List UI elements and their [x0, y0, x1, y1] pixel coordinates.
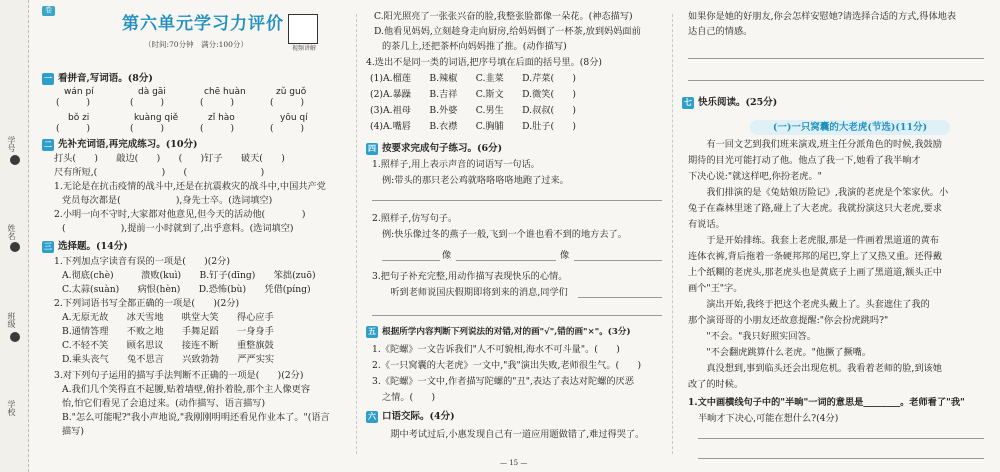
section-badge: 一 — [44, 73, 52, 83]
text-line: 期中考试过后,小惠发现自己有一道应用题做错了,难过得哭了。 — [372, 429, 645, 440]
answer-blank[interactable]: ( ) — [200, 124, 235, 134]
passage-line: 真没想到,事到临头还会出现危机。我看着老师的脸,到该她 — [688, 363, 942, 374]
text-line: 之情。( ) — [382, 392, 436, 403]
answer-blank[interactable]: ( ) — [130, 124, 165, 134]
column-divider — [672, 14, 673, 454]
name-label: 姓名 — [7, 224, 16, 240]
text-line: (1)A.榴莲 B.辣椒 C.韭菜 D.芹菜( ) — [370, 73, 576, 84]
section-badge: 七 — [684, 97, 692, 107]
qr-code-icon[interactable] — [288, 14, 318, 44]
answer-blank[interactable]: ( ) — [270, 124, 305, 134]
text-line: 例:带头的那只老公鸡就咯咯咯咯地跑了过来。 — [382, 175, 569, 186]
answer-line[interactable] — [698, 458, 984, 459]
text-line: 2.《一只窝囊的大老虎》一文中,"我"演出失败,老师很生气。( ) — [372, 360, 642, 371]
passage-line: 下决心说:"就这样吧,你扮老虎。" — [688, 171, 822, 182]
text-line: 2.小明一向不守时,大家都对他意见,但今天的活动他( ) — [54, 209, 306, 220]
section-badge: 三 — [44, 241, 52, 251]
answer-blank[interactable]: ( ) — [56, 124, 91, 134]
page-title: 第六单元学习力评价 — [122, 14, 284, 34]
text-line: 1.《陀螺》一文告诉我们"人不可貌相,海水不可斗量"。( ) — [372, 344, 620, 355]
page-number: — 15 — — [500, 459, 528, 467]
passage-line: "不会翻虎跳算什么老虎。"他撅了撅嘴。 — [688, 347, 872, 358]
answer-blank[interactable]: ( ) — [56, 98, 91, 108]
binding-margin — [0, 0, 29, 472]
passage-line: 兔子在森林里迷了路,碰上了大老虎。我就扮演这只大老虎,要求 — [688, 203, 942, 214]
section-title: 选择题。(14分) — [58, 241, 128, 252]
text-line: 怡,怕它们看见了会追过来。(动作描写、语言描写) — [62, 398, 266, 409]
passage-line: "不会。"我只好照实回答。 — [688, 331, 816, 342]
pinyin: zǐ hào — [208, 113, 235, 123]
section-5-heading — [366, 326, 631, 338]
text-line: C.不轻不笑 顾名思议 接连不断 重整旗鼓 — [62, 340, 274, 351]
passage-line: 期待的目光可能打动了他。他点了我一下,她看了我半晌才 — [688, 155, 921, 166]
passage-line: 改了的时候。 — [688, 379, 744, 390]
section-badge: 五 — [368, 327, 376, 337]
text-line: (2)A.暴躁 B.吉祥 C.斯文 D.微笑( ) — [370, 89, 576, 100]
text-line: 例:快乐像过冬的燕子一般,飞到一个谁也看不到的地方去了。 — [382, 229, 627, 240]
passage-line: 演出开始,我终于把这个老虎头戴上了。头套遮住了我的 — [688, 299, 930, 310]
passage-line: 我们排演的是《兔姑娘历险记》,我演的老虎是个笨家伙。小 — [688, 187, 949, 198]
reading-passage-title: (一)一只窝囊的大老虎(节选)(11分) — [750, 120, 950, 135]
text-line: 1.下列加点字读音有误的一项是( )(2分) — [54, 256, 230, 267]
pinyin: chē huàn — [204, 87, 246, 97]
section-title: 先补充词语,再完成练习。(10分) — [58, 139, 198, 150]
answer-line[interactable] — [578, 297, 662, 298]
section-badge: 六 — [368, 411, 376, 421]
text-line: 的茶几上,还把茶杯向妈妈推了推。(动作描写) — [382, 41, 567, 52]
text-line: 2.照样子,仿写句子。 — [372, 213, 458, 224]
section-4-heading — [366, 142, 502, 155]
qr-label: 视频讲解 — [291, 45, 316, 52]
text-line: (3)A.祖母 B.外婆 C.男生 D.叔叔( ) — [370, 105, 576, 116]
pinyin: bǒ zi — [68, 113, 90, 123]
text-line: 像 — [442, 250, 452, 261]
text-line: A.彻底(chè) 溃败(kuì) B.钉子(dīng) 笨拙(zuō) — [62, 270, 316, 281]
text-line: 打头( ) 敲边( ) ( )钉子 破天( ) — [54, 153, 285, 164]
text-line: 如果你是她的好朋友,你会怎样安慰她?请选择合适的方式,得体地表 — [688, 11, 957, 22]
section-title: 看拼音,写词语。(8分) — [58, 73, 153, 84]
text-line: 3.《陀螺》一文中,作者描写陀螺的"丑",表达了表达对陀螺的厌恶 — [372, 376, 634, 387]
text-line: 党员每次都是( ),身先士卒。(选词填空) — [62, 195, 273, 206]
section-1-heading — [42, 72, 153, 85]
text-line: B.通情答理 不败之地 手舞足蹈 一身身手 — [62, 326, 274, 337]
answer-line[interactable] — [382, 260, 440, 261]
passage-line: 上个纸糊的老虎头,那老虎头也是黄底子上画了黑道道,额头正中 — [688, 267, 942, 278]
column-middle — [360, 0, 666, 472]
pinyin: wán pí — [64, 87, 94, 97]
exam-meta: （时间:70分钟 满分:100分） — [144, 40, 248, 49]
text-line: C.阳光照亮了一张张兴奋的脸,我整张脸都像一朵花。(神态描写) — [374, 11, 633, 22]
answer-line[interactable] — [688, 80, 984, 81]
pinyin: zǔ guǒ — [276, 87, 307, 97]
section-7-heading — [682, 96, 777, 109]
section-badge: 四 — [368, 143, 376, 153]
passage-line: 有说话。 — [688, 219, 725, 230]
text-line: D.他看见妈妈,立刻趁身走向厨房,给妈妈倒了一杯茶,放到妈妈面前 — [374, 26, 641, 37]
class-label: 班级 — [7, 312, 16, 328]
pinyin: dà gāi — [138, 87, 166, 97]
text-line: 描写) — [62, 426, 84, 437]
binding-hole — [10, 155, 20, 165]
section-badge: 二 — [44, 139, 52, 149]
question-1-cont: 半晌才下决心,可能在想什么?(4分) — [698, 413, 839, 424]
text-line: A.无原无故 冰天雪地 哄堂大笑 得心应手 — [62, 312, 274, 323]
section-6-heading — [366, 410, 455, 423]
answer-line[interactable] — [688, 58, 984, 59]
column-divider — [356, 14, 357, 454]
text-line: 3.把句子补充完整,用动作描写表现快乐的心情。 — [372, 271, 568, 282]
passage-line: 有一回文艺到我们班来演戏,班主任分派角色的时候,我鼓励 — [688, 139, 942, 150]
answer-blank[interactable]: ( ) — [130, 98, 165, 108]
column-right — [680, 0, 990, 472]
pinyin: yōu qí — [280, 113, 308, 123]
passage-line: 画个"王"字。 — [688, 283, 743, 294]
text-line: A.我们几个笑得直不起腰,贴着墙壁,俯扑着脸,那个主人像更容 — [62, 384, 311, 395]
pinyin: kuàng qiě — [134, 113, 179, 123]
question-1: 1.文中画横线句子中的"半晌"一词的意思是________。老师看了"我" — [688, 397, 965, 408]
answer-line[interactable] — [574, 260, 662, 261]
text-line: 1.无论是在抗击疫情的战斗中,还是在抗震救灾的战斗中,中国共产党 — [54, 181, 326, 192]
school-label: 学校 — [7, 400, 16, 416]
answer-line[interactable] — [372, 315, 662, 316]
binding-hole — [10, 332, 20, 342]
section-3-heading — [42, 240, 128, 253]
text-line: 4.选出不是同一类的词语,把序号填在后面的括号里。(8分) — [366, 57, 603, 68]
text-line: B."怎么可能呢?"我小声地说,"我刚刚明明还看见作业本了。"(语言 — [62, 412, 330, 423]
text-line: 2.下列词语书写全都正确的一项是( )(2分) — [54, 298, 240, 309]
section-title: 口语交际。(4分) — [382, 411, 455, 422]
section-title: 根据所学内容判断下列说法的对错,对的画"√",错的画"×"。(3分) — [382, 327, 631, 337]
text-line: 达自己的情感。 — [688, 26, 753, 37]
text-line: ( ),提前一小时就到了,出乎意料。(选词填空) — [62, 223, 294, 234]
passage-line: 那个演哥哥的小朋友还故意提醒:"你会扮虎跳吗?" — [688, 315, 889, 326]
answer-line[interactable] — [456, 260, 556, 261]
text-line: 听到老师说国庆假期即将到来的消息,同学们 — [372, 287, 568, 298]
column-left — [34, 0, 352, 472]
unit-tag: 卷 — [42, 6, 55, 16]
text-line: 尺有所短,( ) ( ) — [54, 167, 265, 178]
text-line: 3.对下列句子运用的描写手法判断不正确的一项是( )(2分) — [54, 370, 304, 381]
passage-line: 于是开始排练。我套上老虎服,那是一件画着黑道道的黄布 — [688, 235, 939, 246]
text-line: (4)A.嘴唇 B.衣襟 C.胸脯 D.肚子( ) — [370, 121, 576, 132]
answer-blank[interactable]: ( ) — [200, 98, 235, 108]
passage-line: 连体衣裤,背后拖着一条硬邦邦的尾巴,穿上了又热又重。还得戴 — [688, 251, 942, 262]
section-title: 快乐阅读。(25分) — [698, 97, 778, 108]
answer-line[interactable] — [372, 200, 662, 201]
section-2-heading — [42, 138, 198, 151]
text-line: 像 — [560, 250, 570, 261]
student-number-label: 学号 — [7, 136, 16, 152]
binding-hole — [10, 242, 20, 252]
section-title: 按要求完成句子练习。(6分) — [382, 143, 503, 154]
text-line: C.太蒜(suàn) 病恨(hèn) D.恐怖(bù) 凭借(píng) — [62, 284, 311, 295]
answer-line[interactable] — [698, 438, 984, 439]
text-line: D.乘头丧气 兔不思言 兴致勃勃 严严实实 — [62, 354, 275, 365]
answer-blank[interactable]: ( ) — [270, 98, 305, 108]
text-line: 1.照样子,用上表示声音的词语写一句话。 — [372, 159, 540, 170]
